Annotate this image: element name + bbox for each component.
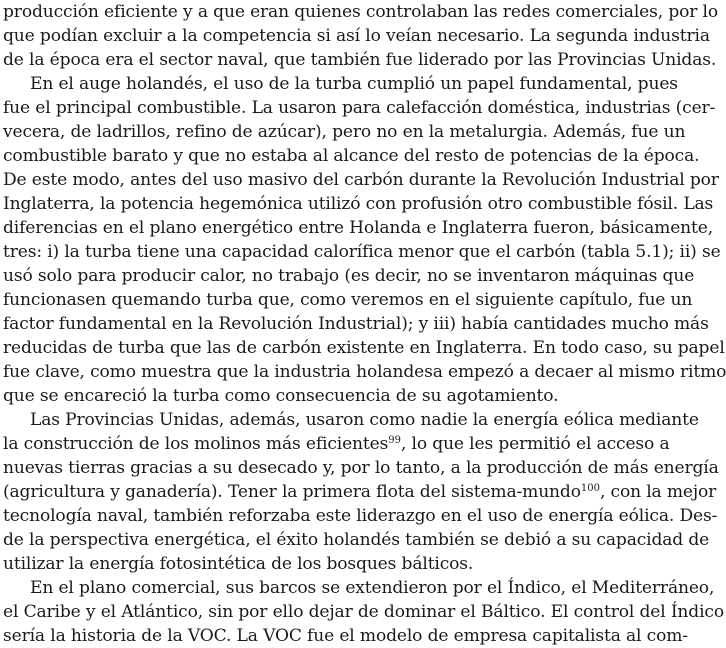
text-fragment: , lo que les permitió el acceso a bbox=[400, 434, 670, 454]
text-line: fue clave, como muestra que la industria holandesa empezó a decaer al mismo ritmo bbox=[3, 362, 726, 382]
text-fragment: la construcción de los molinos más eficientes bbox=[3, 434, 389, 454]
text-line: funcionasen quemando turba que, como veremos en el siguiente capítulo, fue un bbox=[3, 290, 693, 310]
text-line: reducidas de turba que las de carbón existente en Inglaterra. En todo caso, su papel bbox=[3, 338, 725, 358]
text-line: Inglaterra, la potencia hegemónica utilizó con profusión otro combustible fósil. Las bbox=[3, 194, 714, 214]
text-fragment: , con la mejor bbox=[599, 482, 717, 502]
text-line: producción eficiente y a que eran quienes controlaban las redes comerciales, por lo bbox=[3, 2, 719, 22]
text-line: De este modo, antes del uso masivo del carbón durante la Revolución Industrial por bbox=[3, 170, 719, 190]
text-line bbox=[3, 432, 670, 456]
text-line: usó solo para producir calor, no trabajo (es decir, no se inventaron máquinas que bbox=[3, 266, 695, 286]
text-line: que podían excluir a la competencia si así lo veían necesario. La segunda industria bbox=[3, 26, 710, 46]
text-line: tecnología naval, también reforzaba este liderazgo en el uso de energía eólica. Des- bbox=[3, 506, 718, 526]
text-line: que se encareció la turba como consecuencia de su agotamiento. bbox=[3, 386, 559, 406]
text-line: de la perspectiva energética, el éxito holandés también se debió a su capacidad de bbox=[3, 530, 710, 550]
text-line: fue el principal combustible. La usaron para calefacción doméstica, industrias (cer- bbox=[3, 98, 716, 118]
text-fragment: (agricultura y ganadería). Tener la primera flota del sistema-mundo bbox=[3, 482, 581, 502]
text-line: Las Provincias Unidas, además, usaron como nadie la energía eólica mediante bbox=[30, 410, 699, 430]
text-line: sería la historia de la VOC. La VOC fue el modelo de empresa capitalista al com- bbox=[3, 626, 688, 646]
text-line: tres: i) la turba tiene una capacidad calorífica menor que el carbón (tabla 5.1); ii) se bbox=[3, 242, 721, 262]
footnote-ref-100: 100 bbox=[580, 483, 600, 494]
text-line: nuevas tierras gracias a su desecado y, por lo tanto, a la producción de más energía bbox=[3, 458, 719, 478]
text-line: el Caribe y el Atlántico, sin por ello dejar de dominar el Báltico. El control del Índico bbox=[3, 602, 724, 622]
text-line: combustible barato y que no estaba al alcance del resto de potencias de la época. bbox=[3, 146, 700, 166]
text-line: utilizar la energía fotosintética de los bosques bálticos. bbox=[3, 554, 474, 574]
text-line: factor fundamental en la Revolución Industrial); y iii) había cantidades mucho más bbox=[3, 314, 709, 334]
text-line: vecera, de ladrillos, refino de azúcar), pero no en la metalurgia. Además, fue un bbox=[3, 122, 686, 142]
footnote-ref-99: 99 bbox=[388, 435, 401, 446]
text-line: de la época era el sector naval, que también fue liderado por las Provincias Unidas. bbox=[3, 50, 717, 70]
text-line bbox=[3, 480, 717, 504]
text-line: En el auge holandés, el uso de la turba cumplió un papel fundamental, pues bbox=[30, 74, 678, 94]
text-line: En el plano comercial, sus barcos se extendieron por el Índico, el Mediterráneo, bbox=[30, 578, 715, 598]
text-line: diferencias en el plano energético entre Holanda e Inglaterra fueron, básicamente, bbox=[3, 218, 713, 238]
